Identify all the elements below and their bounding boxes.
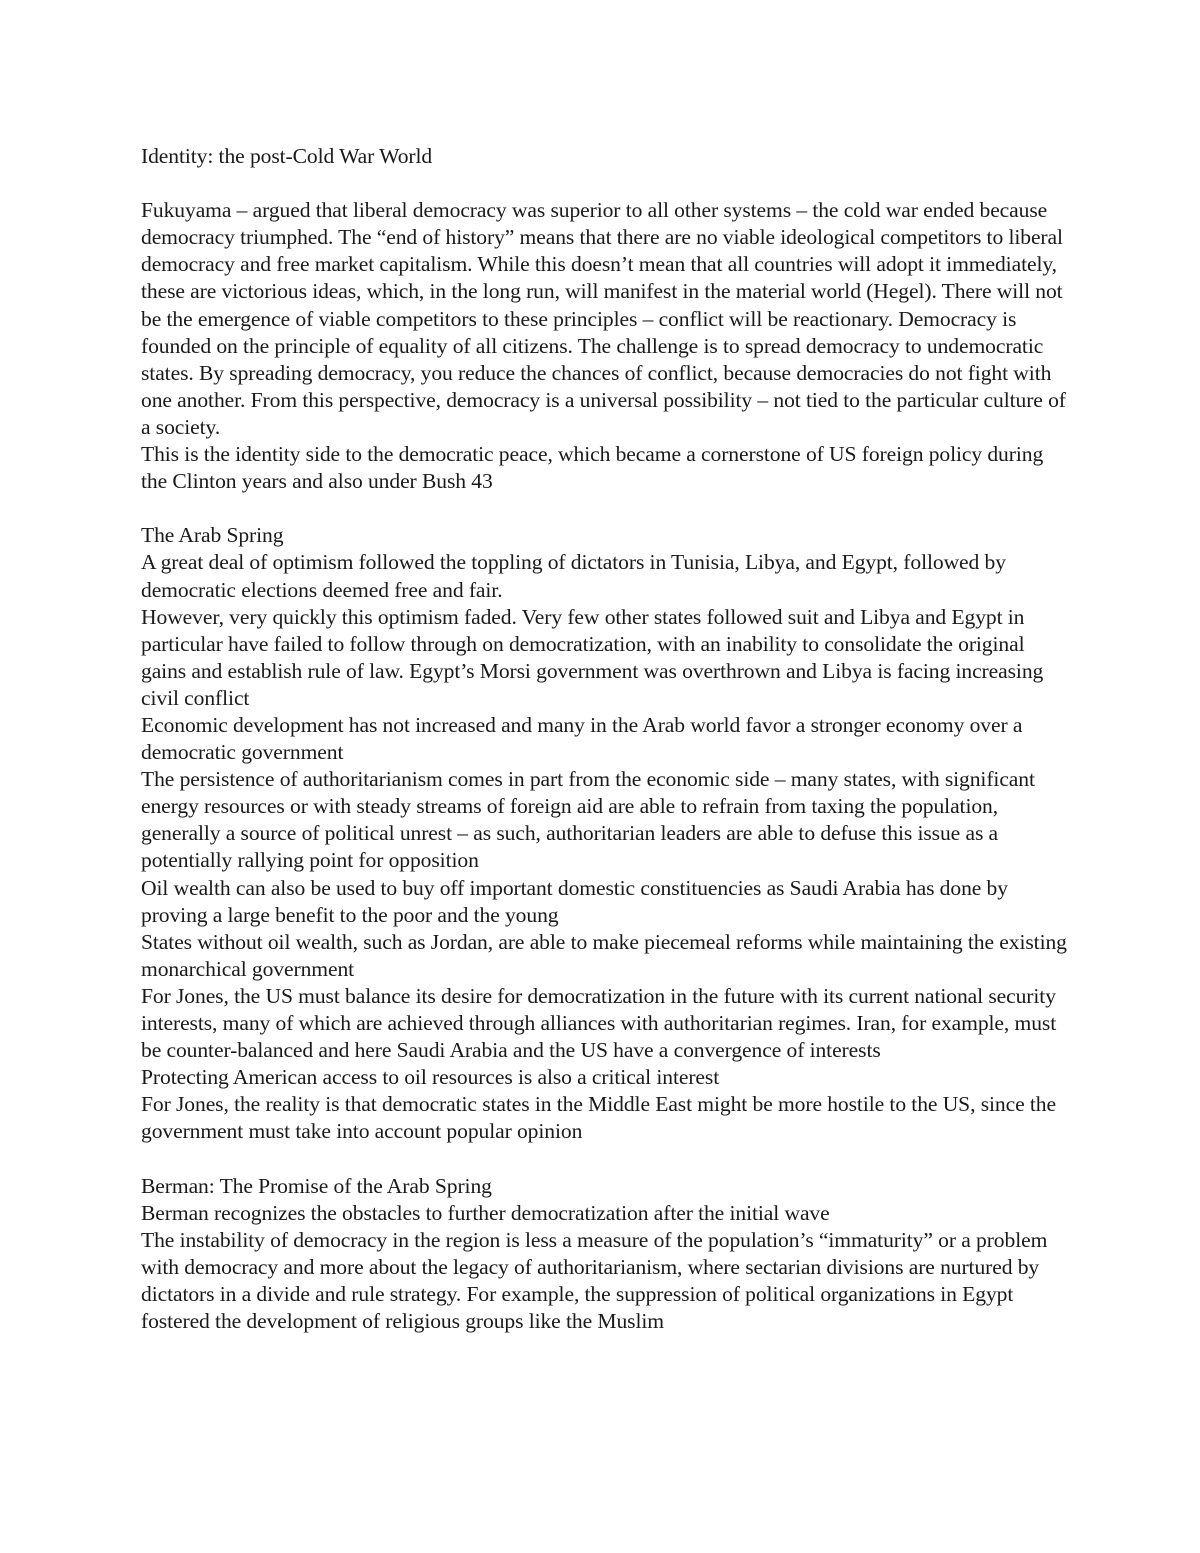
paragraph: For Jones, the reality is that democratic states in the Middle East might be more hostile to the US, since the government must take into account popular opinion	[141, 1092, 1056, 1144]
paragraph: However, very quickly this optimism faded. Very few other states followed suit and Libya and Egypt in particular have failed to follow through on democratization, with an inability to consolidate the original gains and establish rule of law. Egypt’s Morsi government was overthrown and Libya is facing increasing civil conflict	[141, 604, 1044, 710]
document-body	[141, 143, 1071, 1335]
blank-line	[141, 1145, 1071, 1172]
blank-line	[141, 495, 1071, 522]
section-heading: The Arab Spring	[141, 523, 284, 548]
blank-line	[141, 170, 1071, 197]
paragraph: Protecting American access to oil resources is also a critical interest	[141, 1065, 720, 1090]
paragraph: This is the identity side to the democratic peace, which became a cornerstone of US foreign policy during the Clinton years and also under Bush 43	[141, 442, 1044, 494]
paragraph: The persistence of authoritarianism comes in part from the economic side – many states, with significant energy resources or with steady streams of foreign aid are able to refrain from taxing the population, generally a source of political unrest – as such, authoritarian leaders are able to defuse this issue as a potentially rallying point for opposition	[141, 767, 1035, 873]
paragraph: A great deal of optimism followed the toppling of dictators in Tunisia, Libya, and Egypt, followed by democratic elections deemed free and fair.	[141, 550, 1006, 602]
paragraph: Oil wealth can also be used to buy off important domestic constituencies as Saudi Arabia has done by proving a large benefit to the poor and the young	[141, 875, 1008, 927]
paragraph: States without oil wealth, such as Jordan, are able to make piecemeal reforms while maintaining the existing monarchical government	[141, 929, 1067, 981]
paragraph: Berman recognizes the obstacles to further democratization after the initial wave	[141, 1200, 830, 1225]
paragraph: Fukuyama – argued that liberal democracy was superior to all other systems – the cold war ended because democracy triumphed. The “end of history” means that there are no viable ideological competitors to liberal democracy and free market capitalism. While this doesn’t mean that all countries will adopt it immediately, these are victorious ideas, which, in the long run, will manifest in the material world (Hegel). There will not be the emergence of viable competitors to these principles – conflict will be reactionary. Democracy is founded on the principle of equality of all citizens. The challenge is to spread democracy to undemocratic states. By spreading democracy, you reduce the chances of conflict, because democracies do not fight with one another. From this perspective, democracy is a universal possibility – not tied to the particular culture of a society.	[141, 198, 1066, 439]
paragraph: The instability of democracy in the region is less a measure of the population’s “immaturity” or a problem with democracy and more about the legacy of authoritarianism, where sectarian divisions are nurtured by dictators in a divide and rule strategy. For example, the suppression of political organizations in Egypt fostered the development of religious groups like the Muslim	[141, 1227, 1048, 1334]
paragraph: For Jones, the US must balance its desire for democratization in the future with its current national security interests, many of which are achieved through alliances with authoritarian regimes. Iran, for example, must be counter-balanced and here Saudi Arabia and the US have a convergence of interests	[141, 983, 1057, 1063]
section-heading: Berman: The Promise of the Arab Spring	[141, 1173, 492, 1198]
paragraph: Economic development has not increased and many in the Arab world favor a stronger economy over a democratic government	[141, 712, 1023, 765]
document-title: Identity: the post-Cold War World	[141, 144, 433, 168]
